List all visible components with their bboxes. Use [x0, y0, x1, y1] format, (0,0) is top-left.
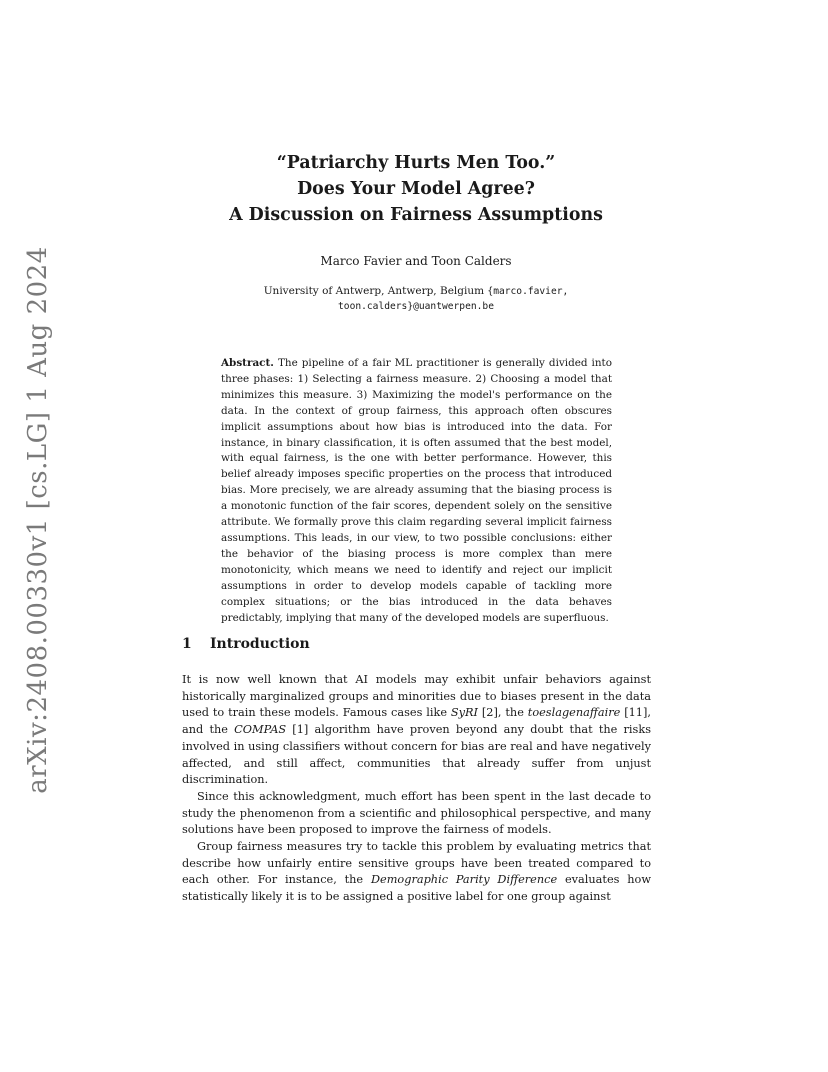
p1-text-a: It is now well known that AI models may exhibit unfair behaviors against historically marginalized groups and minorities due to biases present in the data used to train these models. Famous cases like [182, 673, 651, 720]
toeslagenaffaire-term: toeslagenaffaire [527, 706, 621, 720]
arxiv-identifier: arXiv:2408.00330v1 [cs.LG] 1 Aug 2024 [23, 246, 53, 794]
abstract-text: The pipeline of a fair ML practitioner is generally divided into three phases: 1) Selecting a fairness measure. 2) Choosing a model that minimizes this measure. 3) Maximizing the model's performance on the data. In the context of group fairness, this approach often obscures implicit assumptions about how bias is introduced into the data. For instance, in binary classification, it is often assumed that the best model, with equal fairness, is the one with better performance. However, this belief already imposes specific properties on the process that introduced bias. More precisely, we are already assuming that the biasing process is a monotonic function of the fair scores, dependent solely on the sensitive attribute. We formally prove this claim regarding several implicit fairness assumptions. This leads, in our view, to two possible conclusions: either the behavior of the biasing process is more complex than mere monotonicity, which means we need to identify and reject our implicit assumptions in order to develop models capable of tackling more complex situations; or the bias introduced in the data behaves predictably, implying that many of the developed models are superfluous. [221, 357, 612, 624]
compas-term: COMPAS [234, 723, 287, 737]
p3-text-a: Group fairness measures try to tackle this problem by evaluating metrics that describe how unfairly entire sensitive groups have been treated compared to each other. For instance, the [182, 840, 651, 887]
p3-text-b: evaluates how statistically likely it is to be assigned a positive label for one group against [182, 873, 652, 904]
title-line-2: Does Your Model Agree? [297, 179, 535, 199]
title-line-3: A Discussion on Fairness Assumptions [229, 205, 603, 225]
abstract [221, 356, 612, 626]
affiliation-text: University of Antwerp, Antwerp, Belgium [263, 285, 488, 297]
section-title: Introduction [210, 636, 310, 652]
paper-title [160, 150, 672, 228]
section-heading [182, 636, 310, 652]
p1-text-d: [1] algorithm have proven beyond any doubt that the risks involved in using classifiers without concern for bias are real and have negatively affected, and still affect, communities that already suffer from unjust discrimination. [182, 723, 651, 787]
email-line-1: {marco.favier, [487, 286, 569, 297]
authors: Marco Favier and Toon Calders [320, 254, 512, 268]
p1-text-c: [11], and the [182, 706, 651, 737]
section-number: 1 [182, 636, 192, 652]
title-line-1: “Patriarchy Hurts Men Too.” [276, 153, 556, 173]
paragraph-1 [182, 672, 651, 789]
dpd-term: Demographic Parity Difference [370, 873, 558, 887]
p1-text-b: [2], the [478, 706, 528, 720]
paragraph-2: Since this acknowledgment, much effort has been spent in the last decade to study the phenomenon from a scientific and philosophical perspective, and many solutions have been proposed to improve the fairness of models. [182, 789, 651, 837]
abstract-label: Abstract. [221, 357, 274, 369]
paragraph-3 [182, 839, 651, 906]
email-line-2: toon.calders}@uantwerpen.be [338, 301, 494, 312]
body-text [182, 672, 651, 906]
affiliation [160, 284, 672, 314]
syri-term: SyRI [450, 706, 479, 720]
